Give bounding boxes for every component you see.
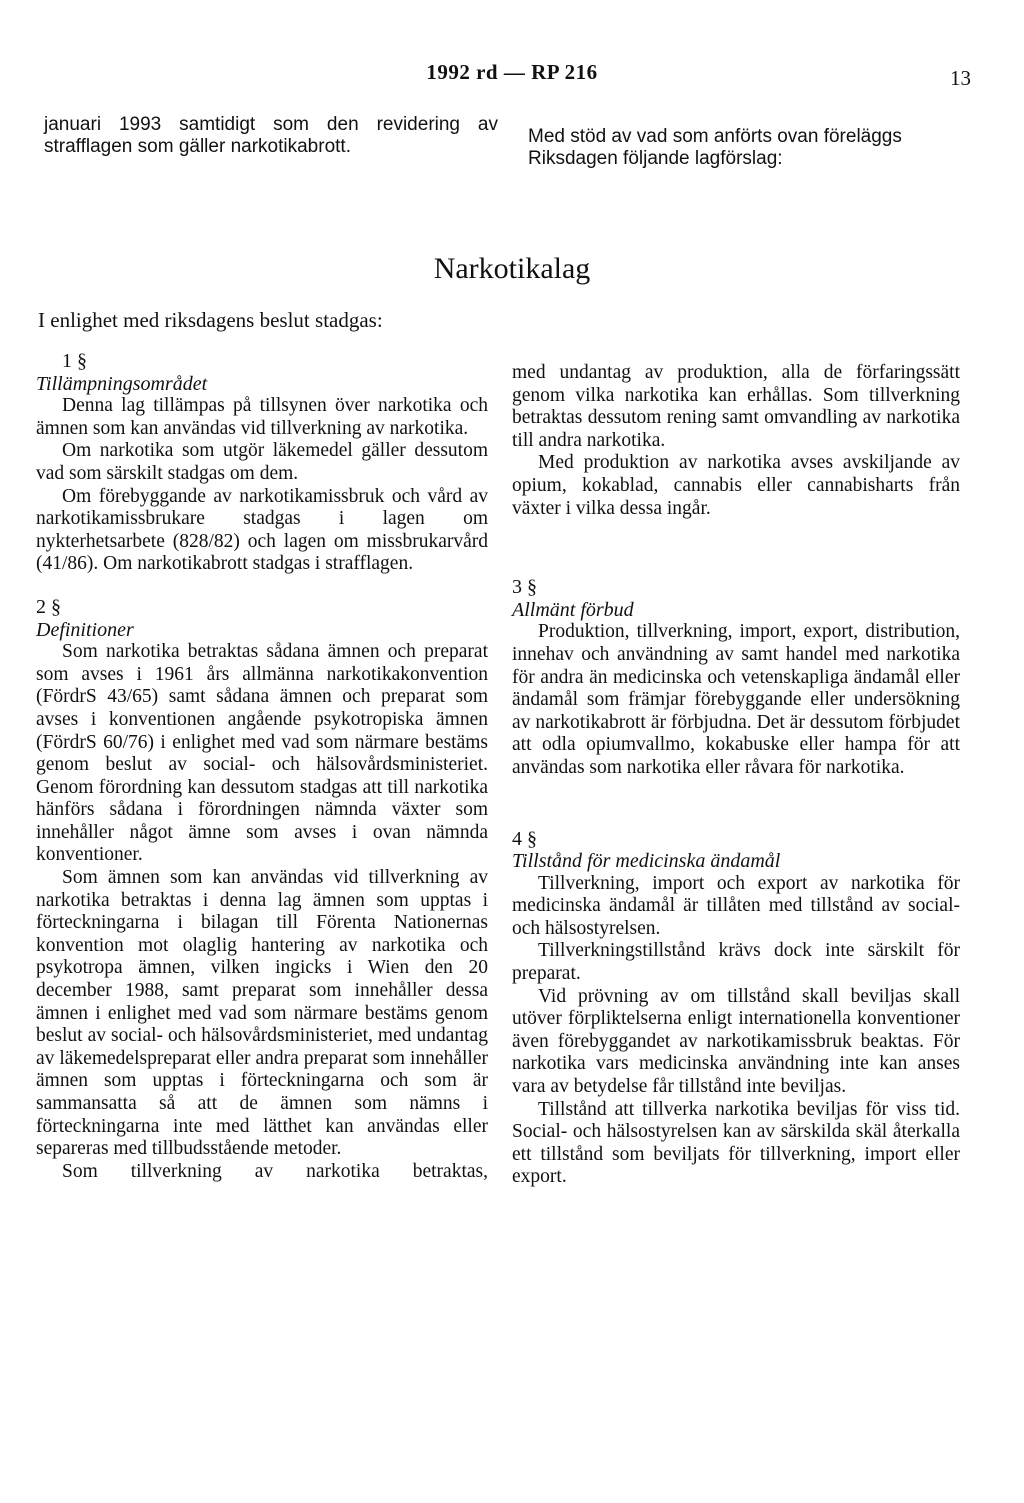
- running-header: 1992 rd — RP 216: [426, 60, 598, 84]
- paragraph: Vid prövning av om tillstånd skall beviljas skall utöver förpliktelserna enligt internationella konventioner även förebyggandet av narkotikamissbruk beaktas. För narkotika vars medicinska användning inte kan anses vara av betydelse får tillstånd inte beviljas.: [512, 985, 960, 1098]
- paragraph: Om förebyggande av narkotikamissbruk och vård av narkotikamissbrukare stadgas i lagen om nykterhetsarbete (828/82) och lagen om missbrukarvård (41/86). Om narkotikabrott stadgas i strafflagen.: [36, 485, 488, 575]
- section-number: 3 §: [512, 576, 537, 599]
- paragraph: Som narkotika betraktas sådana ämnen och preparat som avses i 1961 års allmänna narkotikakonvention (FördrS 43/65) samt sådana ämnen och preparat som avses i konventionen angående psykotropiska ämnen (FördrS 60/76) i enlighet med vad som närmare bestäms genom beslut av social- och hälsovårdsministeriet. Genom förordning kan dessutom stadgas att till narkotika hänförs sådana i förordningen nämnda växter som innehåller något ämne som avses i ovan nämnda konventioner.: [36, 641, 488, 866]
- section-number: 4 §: [512, 827, 537, 850]
- section-title: Tillämpningsområdet: [36, 372, 208, 395]
- section-4: [512, 828, 960, 1190]
- page-number: 13: [950, 66, 971, 90]
- paragraph: Som ämnen som kan användas vid tillverkning av narkotika betraktas i denna lag ämnen som upptas i förteckningarna i bilagan till Förenta Nationernas konvention mot olaglig hantering av narkotika och psykotropa ämnen, vilken ingicks i Wien den 20 december 1988, samt preparat som innehåller dessa ämnen i enlighet med vad som närmare bestäms genom beslut av social- och hälsovårdsministeriet, med undantag av läkemedelspreparat eller andra preparat som innehåller ämnen som upptas i förteckningarna och som är sammansatta så att de ämnen som nämns i förteckningarna inte med lätthet kan användas eller separeras med tillbudsstående metoder.: [36, 867, 488, 1160]
- paragraph: Tillverkning, import och export av narkotika för medicinska ändamål är tillåten med tillstånd av social- och hälsostyrelsen.: [512, 872, 960, 939]
- section-number: 1 §: [62, 350, 87, 372]
- paragraph-continued: med undantag av produktion, alla de förfaringssätt genom vilka narkotika kan erhållas. Som tillverkning betraktas dessutom rening samt omvandling av narkotika till andra narkotika.: [512, 362, 960, 451]
- paragraph: Tillverkningstillstånd krävs dock inte särskilt för preparat.: [512, 940, 960, 985]
- paragraph: Produktion, tillverkning, import, export, distribution, innehav och användning av samt handel med narkotika för andra än medicinska och vetenskapliga ändamål eller ändamål som främjar förebyggande eller undersökning av narkotikabrott är förbjudna. Det är dessutom förbjudet att odla opiumvallmo, kokabuske eller hampa för att användas som narkotika eller råvara för narkotika.: [512, 621, 960, 778]
- section-3: [512, 576, 960, 779]
- intro-left-text: januari 1993 samtidigt som den revidering av strafflagen som gäller narkotikabrott.: [44, 114, 498, 157]
- section-title: Definitioner: [36, 618, 134, 641]
- paragraph: Denna lag tillämpas på tillsynen över narkotika och ämnen som kan användas vid tillverkning av narkotika.: [36, 395, 488, 439]
- section-1: [36, 350, 488, 576]
- paragraph: Tillstånd att tillverka narkotika beviljas för viss tid. Social- och hälsostyrelsen kan av särskilda skäl återkalla ett tillstånd som beviljats för tillverkning, import eller export.: [512, 1098, 960, 1188]
- paragraph: Med produktion av narkotika avses avskiljande av opium, kokablad, cannabis eller cannabisharts från växter i vilka dessa ingår.: [512, 452, 960, 519]
- right-column: [512, 362, 960, 1189]
- law-preamble: I enlighet med riksdagens beslut stadgas:: [38, 308, 383, 332]
- paragraph: Som tillverkning av narkotika betraktas,: [62, 1160, 488, 1182]
- law-title: Narkotikalag: [433, 252, 591, 285]
- section-title: Allmänt förbud: [512, 598, 634, 621]
- intro-right-text: Med stöd av vad som anförts ovan föreläggs Riksdagen följande lagförslag:: [528, 126, 902, 169]
- left-column: [36, 350, 488, 1183]
- paragraph: Om narkotika som utgör läkemedel gäller dessutom vad som särskilt stadgas om dem.: [36, 440, 488, 484]
- section-2: [36, 596, 488, 1183]
- section-title: Tillstånd för medicinska ändamål: [512, 850, 781, 873]
- section-number: 2 §: [36, 595, 61, 618]
